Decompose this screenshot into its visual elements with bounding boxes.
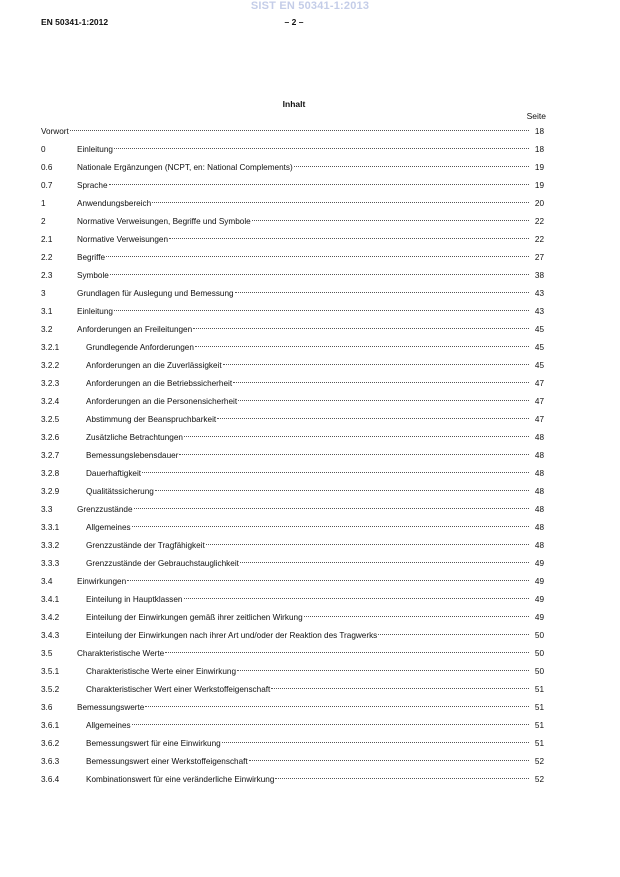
toc-entry-page: 45: [534, 325, 544, 334]
toc-entry-number: 3.3.3: [41, 559, 60, 568]
toc-entry-title: Einleitung: [77, 307, 113, 316]
page-column-label: Seite: [526, 111, 546, 121]
toc-entry[interactable]: [41, 303, 544, 321]
dot-leader: [114, 148, 529, 149]
dot-leader: [249, 760, 529, 761]
dot-leader: [155, 490, 529, 491]
toc-entry-page: 18: [534, 127, 544, 136]
toc-entry-title: Anforderungen an die Betriebssicherheit: [86, 379, 233, 388]
toc-entry-title: Begriffe: [77, 253, 106, 262]
toc-title: Inhalt: [282, 99, 306, 109]
dot-leader: [134, 508, 529, 509]
dot-leader: [145, 706, 529, 707]
toc-entry[interactable]: [41, 465, 544, 483]
toc-entry-page: 48: [534, 469, 544, 478]
toc-entry-title: Charakteristischer Wert einer Werkstoffeigenschaft: [86, 685, 271, 694]
toc-entry[interactable]: [41, 501, 544, 519]
toc-entry-number: 3.5: [41, 649, 53, 658]
toc-entry[interactable]: [41, 717, 544, 735]
toc-entry-title: Nationale Ergänzungen (NCPT, en: National Complements): [77, 163, 293, 172]
toc-entry-page: 52: [534, 775, 544, 784]
toc-entry-number: 3.2.1: [41, 343, 60, 352]
toc-entry[interactable]: [41, 699, 544, 717]
dot-leader: [109, 184, 530, 185]
toc-entry-number: 3.3.1: [41, 523, 60, 532]
table-of-contents: [41, 123, 544, 789]
toc-entry[interactable]: [41, 753, 544, 771]
toc-entry-number: 3.4.2: [41, 613, 60, 622]
toc-entry[interactable]: [41, 537, 544, 555]
toc-entry-number: 3.2.5: [41, 415, 60, 424]
dot-leader: [233, 382, 529, 383]
toc-entry[interactable]: [41, 141, 544, 159]
toc-entry-number: 3.2.6: [41, 433, 60, 442]
toc-entry[interactable]: [41, 771, 544, 789]
toc-entry-number: 3.3.2: [41, 541, 60, 550]
dot-leader: [275, 778, 529, 779]
dot-leader: [235, 292, 529, 293]
toc-entry-number: 0.6: [41, 163, 53, 172]
toc-entry-title: Bemessungswert einer Werkstoffeigenschaft: [86, 757, 248, 766]
toc-entry-number: 3.4.1: [41, 595, 60, 604]
toc-entry-title: Dauerhaftigkeit: [86, 469, 142, 478]
toc-entry-number: 3.4: [41, 577, 53, 586]
toc-entry-page: 47: [534, 379, 544, 388]
dot-leader: [193, 328, 529, 329]
toc-entry-page: 48: [534, 505, 544, 514]
toc-entry-page: 51: [534, 721, 544, 730]
dot-leader: [114, 310, 529, 311]
toc-entry-page: 51: [534, 703, 544, 712]
toc-entry-page: 43: [534, 289, 544, 298]
toc-entry-title: Grenzzustände der Tragfähigkeit: [86, 541, 205, 550]
toc-entry-title: Grenzzustände der Gebrauchstauglichkeit: [86, 559, 239, 568]
toc-entry-page: 45: [534, 343, 544, 352]
toc-entry-page: 48: [534, 523, 544, 532]
toc-entry-number: 3.2.3: [41, 379, 60, 388]
toc-entry-number: 3.2.7: [41, 451, 60, 460]
toc-entry[interactable]: [41, 159, 544, 177]
toc-entry[interactable]: [41, 375, 544, 393]
toc-entry[interactable]: [41, 447, 544, 465]
dot-leader: [238, 400, 529, 401]
toc-entry-number: 0.7: [41, 181, 53, 190]
toc-entry-title: Abstimmung der Beanspruchbarkeit: [86, 415, 217, 424]
dot-leader: [184, 598, 530, 599]
toc-entry[interactable]: [41, 411, 544, 429]
toc-entry-page: 47: [534, 397, 544, 406]
dot-leader: [132, 526, 529, 527]
toc-entry[interactable]: [41, 645, 544, 663]
toc-entry[interactable]: [41, 609, 544, 627]
toc-entry-page: 49: [534, 559, 544, 568]
toc-entry-page: 19: [534, 181, 544, 190]
toc-entry-number: 3.1: [41, 307, 53, 316]
toc-entry-title: Qualitätssicherung: [86, 487, 154, 496]
dot-leader: [142, 472, 529, 473]
toc-entry-page: 22: [534, 235, 544, 244]
toc-entry-title: Normative Verweisungen: [77, 235, 169, 244]
toc-entry-title: Zusätzliche Betrachtungen: [86, 433, 183, 442]
toc-entry-title: Einteilung in Hauptklassen: [86, 595, 183, 604]
toc-entry-title: Bemessungswert für eine Einwirkung: [86, 739, 221, 748]
toc-entry[interactable]: [41, 735, 544, 753]
toc-entry-number: 2: [41, 217, 46, 226]
toc-entry[interactable]: [41, 285, 544, 303]
toc-entry-title: Grundlagen für Auslegung und Bemessung: [77, 289, 234, 298]
toc-entry-number: 2.1: [41, 235, 53, 244]
toc-entry-number: 2.2: [41, 253, 53, 262]
toc-entry-title: Grenzzustände: [77, 505, 133, 514]
toc-entry-number: 3.6: [41, 703, 53, 712]
toc-entry-title: Charakteristische Werte einer Einwirkung: [86, 667, 237, 676]
toc-entry-title: Allgemeines: [86, 523, 131, 532]
toc-entry[interactable]: [41, 519, 544, 537]
dot-leader: [223, 364, 529, 365]
toc-entry-title: Allgemeines: [86, 721, 131, 730]
toc-entry-title: Einleitung: [77, 145, 113, 154]
toc-entry-title: Anwendungsbereich: [77, 199, 152, 208]
toc-entry-number: 3.4.3: [41, 631, 60, 640]
toc-entry-title: Einwirkungen: [77, 577, 127, 586]
toc-entry-page: 43: [534, 307, 544, 316]
toc-entry-title: Bemessungslebensdauer: [86, 451, 179, 460]
dot-leader: [184, 436, 529, 437]
toc-entry-page: 49: [534, 613, 544, 622]
toc-entry-number: 3.6.3: [41, 757, 60, 766]
toc-entry[interactable]: [41, 393, 544, 411]
toc-entry-page: 51: [534, 685, 544, 694]
toc-entry-page: 48: [534, 487, 544, 496]
toc-entry-page: 45: [534, 361, 544, 370]
toc-entry[interactable]: [41, 177, 544, 195]
toc-entry-title: Normative Verweisungen, Begriffe und Symbole: [77, 217, 251, 226]
toc-entry-number: 3.5.1: [41, 667, 60, 676]
dot-leader: [110, 274, 529, 275]
toc-entry-number: 3.3: [41, 505, 53, 514]
toc-entry[interactable]: [41, 555, 544, 573]
toc-entry[interactable]: [41, 195, 544, 213]
toc-entry-title: Einteilung der Einwirkungen gemäß ihrer zeitlichen Wirkung: [86, 613, 303, 622]
toc-entry-number: 3: [41, 289, 46, 298]
toc-entry-number: 3.2: [41, 325, 53, 334]
toc-entry-number: 1: [41, 199, 46, 208]
toc-entry[interactable]: [41, 357, 544, 375]
page-number: – 2 –: [284, 17, 304, 27]
toc-entry-page: 19: [534, 163, 544, 172]
toc-entry-number: 3.2.2: [41, 361, 60, 370]
toc-entry-page: 18: [534, 145, 544, 154]
dot-leader: [294, 166, 529, 167]
watermark: SIST EN 50341-1:2013: [250, 0, 370, 12]
dot-leader: [169, 238, 529, 239]
dot-leader: [127, 580, 529, 581]
toc-entry-title: Symbole: [77, 271, 109, 280]
toc-entry[interactable]: [41, 573, 544, 591]
toc-entry-page: 49: [534, 577, 544, 586]
toc-entry[interactable]: [41, 681, 544, 699]
toc-entry-page: 47: [534, 415, 544, 424]
toc-entry[interactable]: [41, 663, 544, 681]
toc-entry-number: 3.2.9: [41, 487, 60, 496]
toc-entry-title: Sprache: [77, 181, 108, 190]
toc-entry[interactable]: [41, 627, 544, 645]
toc-entry[interactable]: [41, 249, 544, 267]
dot-leader: [195, 346, 529, 347]
toc-entry-number: 2.3: [41, 271, 53, 280]
toc-entry-number: 3.5.2: [41, 685, 60, 694]
toc-entry[interactable]: [41, 213, 544, 231]
dot-leader: [206, 544, 529, 545]
toc-entry-page: 22: [534, 217, 544, 226]
toc-entry[interactable]: [41, 231, 544, 249]
toc-entry[interactable]: [41, 321, 544, 339]
toc-entry-page: 50: [534, 667, 544, 676]
toc-entry-page: 20: [534, 199, 544, 208]
dot-leader: [152, 202, 529, 203]
toc-entry-page: 50: [534, 631, 544, 640]
toc-entry-page: 49: [534, 595, 544, 604]
toc-entry-number: 3.6.4: [41, 775, 60, 784]
toc-entry-page: 51: [534, 739, 544, 748]
toc-entry-title: Anforderungen an die Personensicherheit: [86, 397, 238, 406]
dot-leader: [179, 454, 529, 455]
toc-entry[interactable]: [41, 429, 544, 447]
toc-entry-page: 27: [534, 253, 544, 262]
toc-entry-title: Vorwort: [41, 127, 69, 136]
toc-entry-title: Kombinationswert für eine veränderliche Einwirkung: [86, 775, 275, 784]
toc-entry-title: Bemessungswerte: [77, 703, 145, 712]
dot-leader: [252, 220, 529, 221]
toc-entry-number: 3.6.1: [41, 721, 60, 730]
dot-leader: [378, 634, 529, 635]
toc-entry-page: 48: [534, 541, 544, 550]
dot-leader: [70, 130, 529, 131]
dot-leader: [217, 418, 529, 419]
toc-entry-page: 38: [534, 271, 544, 280]
dot-leader: [222, 742, 529, 743]
dot-leader: [237, 670, 529, 671]
document-id: EN 50341-1:2012: [41, 17, 109, 27]
dot-leader: [240, 562, 529, 563]
toc-entry[interactable]: [41, 591, 544, 609]
toc-entry[interactable]: [41, 123, 544, 141]
toc-entry-title: Einteilung der Einwirkungen nach ihrer Art und/oder der Reaktion des Tragwerks: [86, 631, 378, 640]
toc-entry-number: 3.2.8: [41, 469, 60, 478]
toc-entry-page: 48: [534, 451, 544, 460]
toc-entry-number: 3.2.4: [41, 397, 60, 406]
dot-leader: [106, 256, 529, 257]
toc-entry-page: 50: [534, 649, 544, 658]
toc-entry[interactable]: [41, 483, 544, 501]
dot-leader: [304, 616, 529, 617]
toc-entry[interactable]: [41, 267, 544, 285]
toc-entry-page: 52: [534, 757, 544, 766]
toc-entry-number: 0: [41, 145, 46, 154]
dot-leader: [132, 724, 529, 725]
toc-entry-title: Charakteristische Werte: [77, 649, 165, 658]
dot-leader: [271, 688, 529, 689]
toc-entry-title: Grundlegende Anforderungen: [86, 343, 194, 352]
toc-entry-title: Anforderungen an Freileitungen: [77, 325, 193, 334]
toc-entry-number: 3.6.2: [41, 739, 60, 748]
toc-entry[interactable]: [41, 339, 544, 357]
dot-leader: [165, 652, 529, 653]
toc-entry-page: 48: [534, 433, 544, 442]
toc-entry-title: Anforderungen an die Zuverlässigkeit: [86, 361, 222, 370]
